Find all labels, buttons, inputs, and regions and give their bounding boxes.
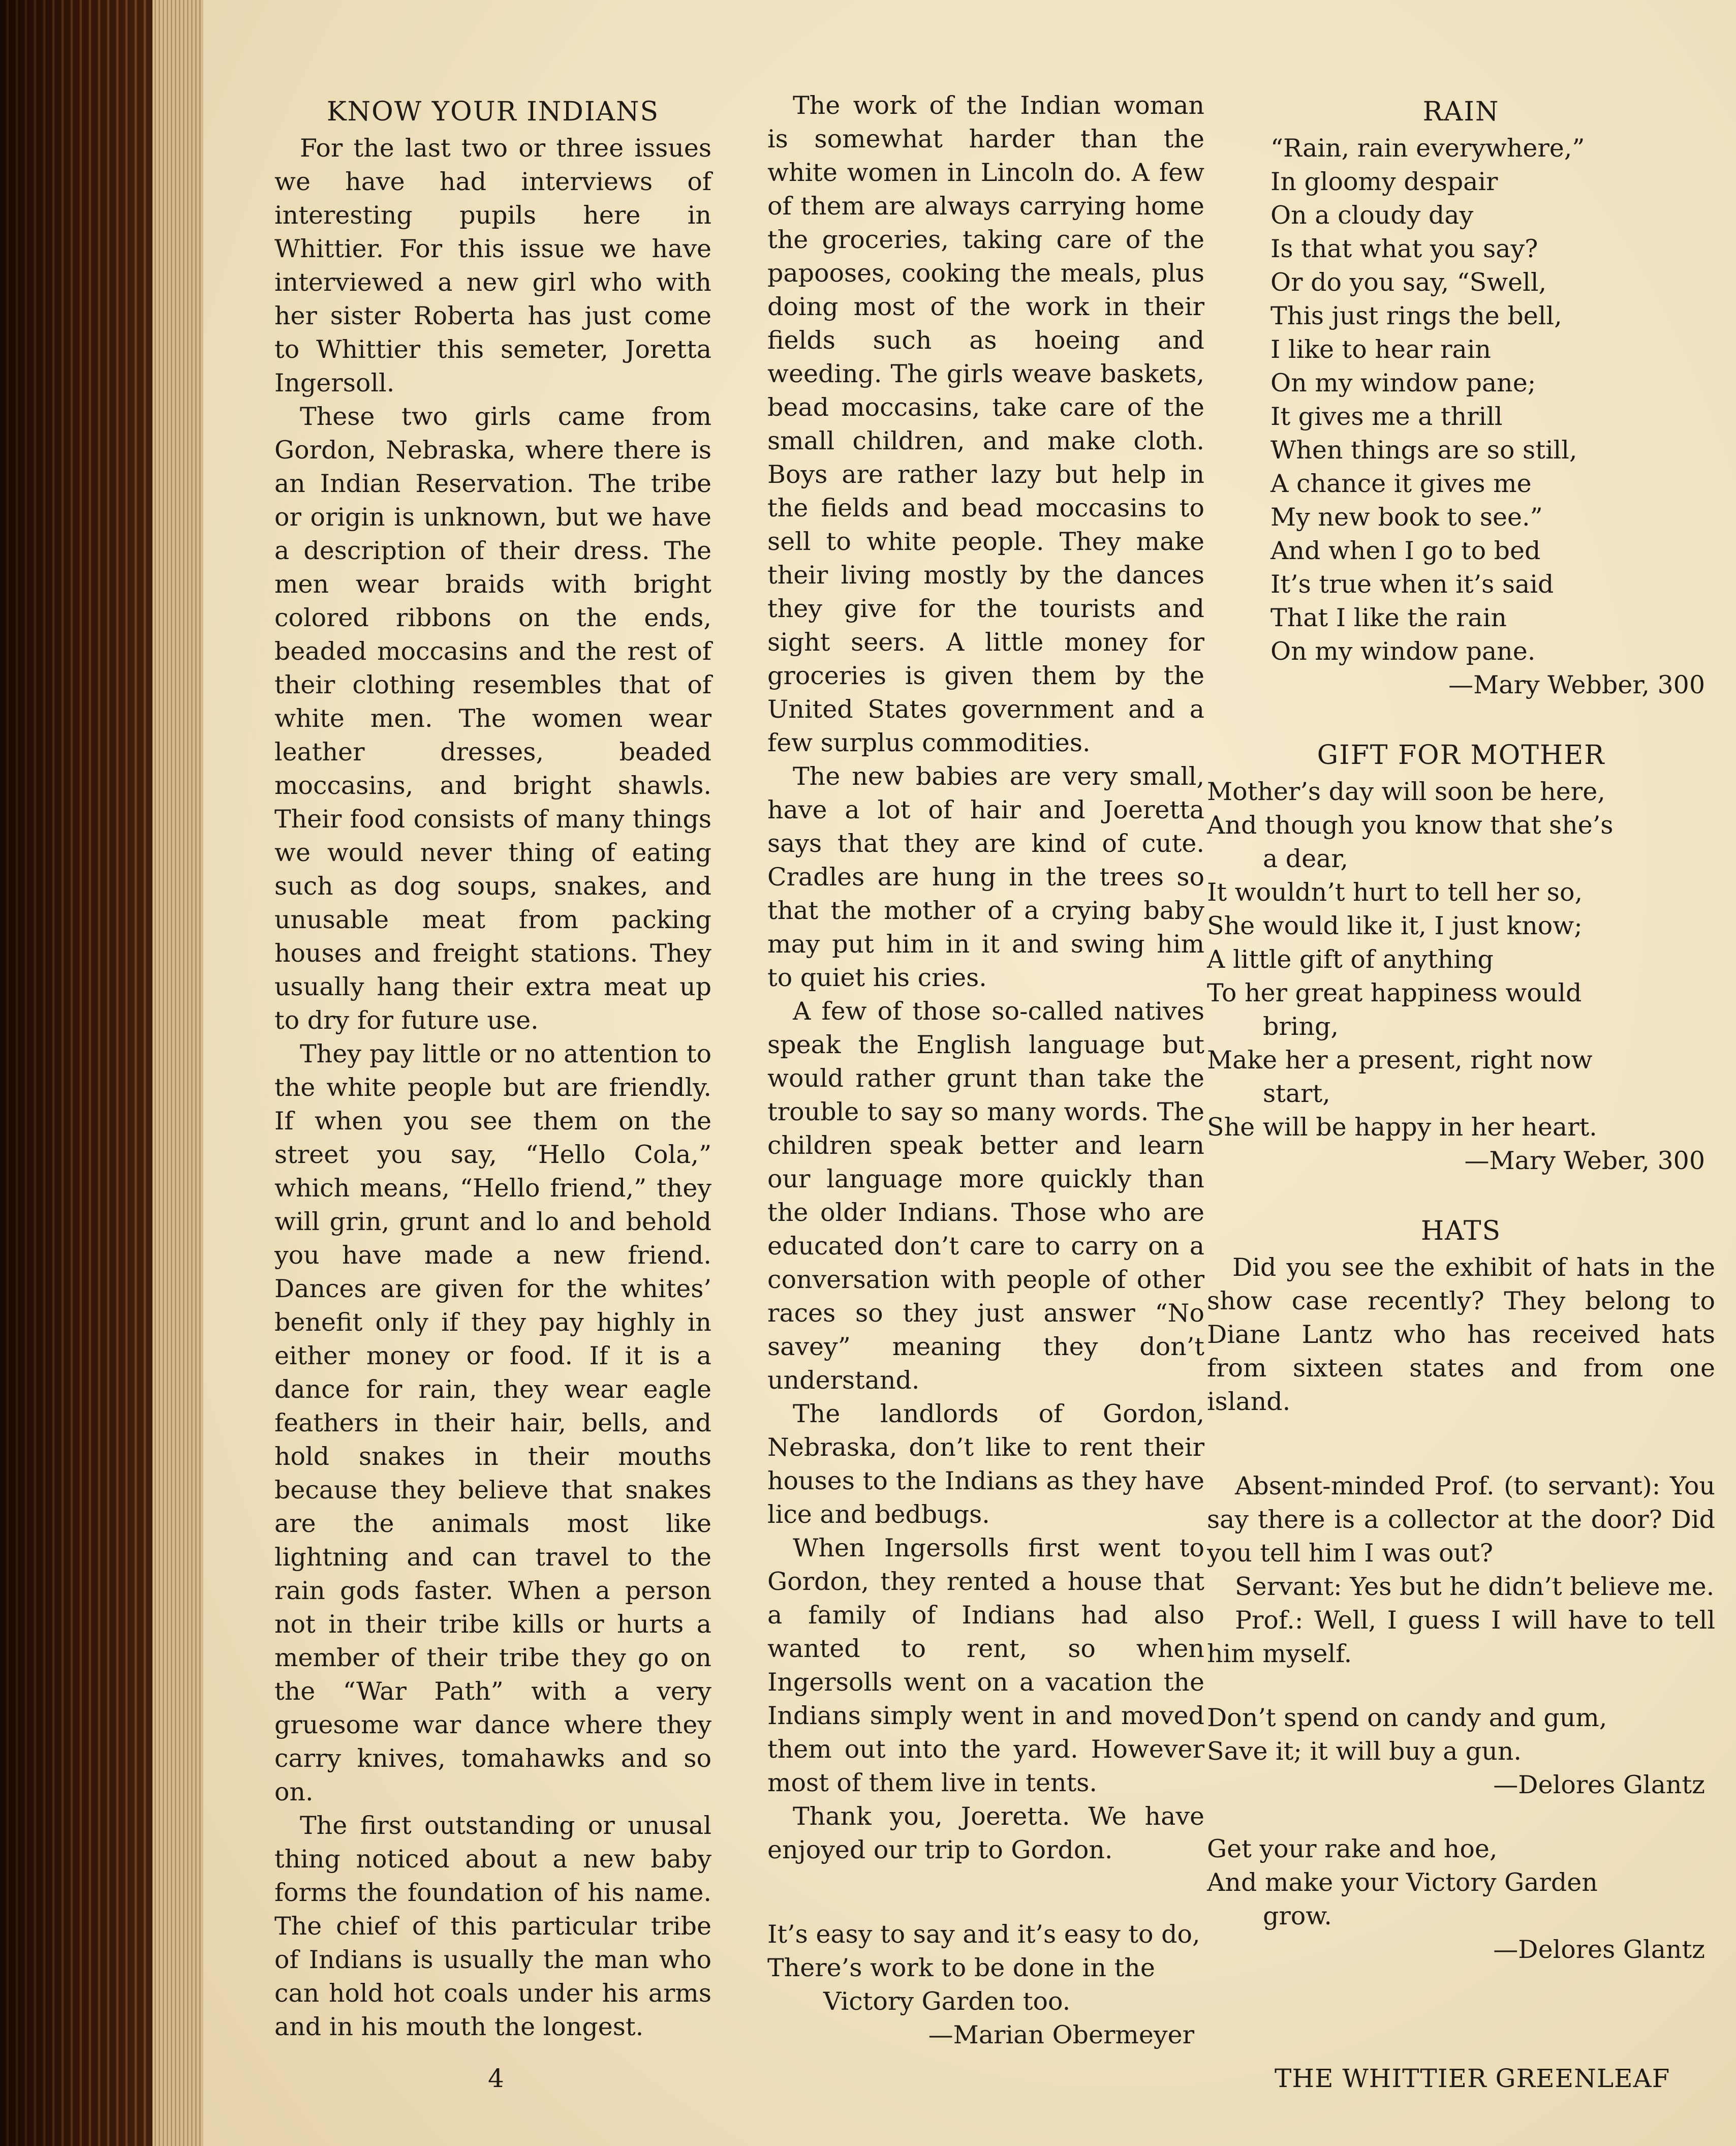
- poem-line: On a cloudy day: [1270, 201, 1474, 230]
- article-paragraph: The new babies are very small, have a lot of hair and Joeretta says that they are kind of cute. Cradles are hung in the trees so that the mother of a crying baby may put him in it and swing him to quiet his cries.: [767, 762, 1204, 992]
- poem-author: —Delores Glantz: [1493, 1935, 1705, 1964]
- verse-line: It’s easy to say and it’s easy to do,: [767, 1920, 1200, 1949]
- article-paragraph: The landlords of Gordon, Nebraska, don’t like to rent their houses to the Indians as they have lice and bedbugs.: [767, 1399, 1204, 1529]
- poem-title-gift: GIFT FOR MOTHER: [1317, 740, 1605, 771]
- hats-paragraph: Did you see the exhibit of hats in the show case recently? They belong to Diane Lantz who has received hats from sixteen states and from one island.: [1207, 1253, 1715, 1416]
- poem-line: Don’t spend on candy and gum,: [1207, 1703, 1607, 1732]
- poem-line: Mother’s day will soon be here,: [1207, 777, 1605, 806]
- joke-line: Servant: Yes but he didn’t believe me.: [1235, 1572, 1715, 1601]
- article-paragraph: They pay little or no attention to the white people but are friendly. If when you see them on the street you say, “Hello Cola,” which means, “Hello friend,” they will grin, grunt and lo and behold you have made a new friend. Dances are given for the whites’ benefit only if they pay highly in either money or food. If it is a dance for rain, they wear eagle feathers in their hair, bells, and hold snakes in their mouths because they believe that snakes are the animals most like lightning and can travel to the rain gods faster. When a person not in their tribe kills or hurts a member of their tribe they go on the “War Path” with a very gruesome war dance where they carry knives, tomahawks and so on.: [274, 1039, 711, 1806]
- poem-line: It’s true when it’s said: [1270, 570, 1554, 599]
- verse-author: —Marian Obermeyer: [928, 2020, 1194, 2049]
- joke-line: Prof.: Well, I guess I will have to tell him myself.: [1207, 1606, 1715, 1668]
- poem-author: —Mary Weber, 300: [1464, 1146, 1705, 1175]
- poem-line: bring,: [1263, 1012, 1339, 1041]
- poem-line: It gives me a thrill: [1270, 402, 1503, 431]
- article-paragraph: The work of the Indian woman is somewhat harder than the white women in Lincoln do. A few of them are always carrying home the groceries, taking care of the papooses, cooking the meals, plus doing most of the work in their fields such as hoeing and weeding. The girls weave baskets, bead moccasins, take care of the small children, and make cloth. Boys are rather lazy but help in the fields and bead moccasins to sell to white people. They make their living mostly by the dances they give for the tourists and sight seers. A little money for groceries is given them by the United States government and a few surplus commodities.: [767, 91, 1204, 757]
- article-paragraph: Thank you, Joeretta. We have enjoyed our trip to Gordon.: [767, 1802, 1204, 1864]
- poem-line: I like to hear rain: [1270, 335, 1491, 364]
- article-paragraph: When Ingersolls first went to Gordon, they rented a house that a family of Indians had also wanted to rent, so when Ingersolls went on a vacation the Indians simply went in and moved them out into the yard. However most of them live in tents.: [767, 1534, 1204, 1797]
- article-paragraph: A few of those so-called natives speak the English language but would rather grunt than take the trouble to say so many words. The children speak better and learn our language more quickly than the older Indians. Those who are educated don’t care to carry on a conversation with people of other races so they just answer “No savey” meaning they don’t understand.: [767, 997, 1204, 1395]
- poem-author: —Mary Webber, 300: [1448, 670, 1705, 699]
- poem-line: And though you know that she’s: [1207, 811, 1614, 840]
- gift-poem: [1207, 775, 1715, 1144]
- article-paragraph: These two girls came from Gordon, Nebraska, where there is an Indian Reservation. The tribe or origin is unknown, but we have a description of their dress. The men wear braids with bright colored ribbons on the ends, beaded moccasins and the rest of their clothing resembles that of white men. The women wear leather dresses, beaded moccasins, and bright shawls. Their food consists of many things we would never thing of eating such as dog soups, snakes, and unusable meat from packing houses and freight stations. They usually hang their extra meat up to dry for future use.: [274, 402, 711, 1035]
- candy-verse: [1207, 1701, 1715, 1768]
- poem-line: Is that what you say?: [1270, 234, 1538, 263]
- poem-line: In gloomy despair: [1270, 167, 1498, 196]
- poem-line: Save it; it will buy a gun.: [1207, 1737, 1522, 1766]
- poem-line: My new book to see.”: [1270, 503, 1543, 532]
- page-edges: [152, 0, 203, 2146]
- poem-title-rain: RAIN: [1422, 97, 1500, 127]
- poem-line: A little gift of anything: [1207, 945, 1494, 974]
- poem-line: That I like the rain: [1270, 603, 1507, 632]
- publication-name: THE WHITTIER GREENLEAF: [1275, 2064, 1670, 2093]
- rain-poem: [1207, 132, 1715, 668]
- verse-line: There’s work to be done in the: [767, 1953, 1155, 1982]
- poem-line: a dear,: [1263, 844, 1348, 873]
- poem-line: And when I go to bed: [1270, 536, 1541, 565]
- poem-line: start,: [1263, 1079, 1330, 1108]
- column-left: [274, 89, 711, 2044]
- poem-line: A chance it gives me: [1270, 469, 1532, 498]
- poem-line: Get your rake and hoe,: [1207, 1834, 1498, 1863]
- joke-line: Absent-minded Prof. (to servant): You say there is a collector at the door? Did you tell him I was out?: [1207, 1471, 1715, 1568]
- article-title: KNOW YOUR INDIANS: [326, 97, 660, 127]
- garden-verse: [1207, 1832, 1715, 1933]
- verse-line: Victory Garden too.: [823, 1987, 1071, 2016]
- poem-author: —Delores Glantz: [1493, 1770, 1705, 1799]
- poem-line: On my window pane.: [1270, 637, 1536, 666]
- poem-line: It wouldn’t hurt to tell her so,: [1207, 878, 1583, 907]
- newsletter-page: [203, 0, 1736, 2146]
- poem-line: When things are so still,: [1270, 436, 1577, 465]
- poem-line: This just rings the bell,: [1270, 301, 1562, 330]
- article-paragraph: For the last two or three issues we have had interviews of interesting pupils here in Whittier. For this issue we have interviewed a new girl who with her sister Roberta has just come to Whittier this semeter, Joretta Ingersoll.: [274, 134, 711, 397]
- poem-line: Or do you say, “Swell,: [1270, 268, 1547, 297]
- joke-block: [1207, 1469, 1715, 1671]
- victory-garden-verse: [767, 1918, 1204, 2018]
- column-right: [1207, 89, 1715, 1967]
- poem-line: Make her a present, right now: [1207, 1046, 1593, 1075]
- article-paragraph: The first outstanding or unusal thing noticed about a new baby forms the foundation of his name. The chief of this particular tribe of Indians is usually the man who can hold hot coals under his arms and in his mouth the longest.: [274, 1811, 711, 2041]
- poem-line: To her great happiness would: [1207, 978, 1582, 1007]
- poem-line: And make your Victory Garden: [1207, 1868, 1598, 1897]
- poem-line: grow.: [1263, 1902, 1332, 1930]
- page-number: 4: [488, 2064, 504, 2093]
- poem-line: She would like it, I just know;: [1207, 911, 1583, 940]
- poem-line: She will be happy in her heart.: [1207, 1113, 1597, 1142]
- poem-line: On my window pane;: [1270, 369, 1536, 397]
- article-title-hats: HATS: [1420, 1216, 1502, 1246]
- poem-line: “Rain, rain everywhere,”: [1270, 134, 1585, 163]
- column-middle: [767, 89, 1204, 2052]
